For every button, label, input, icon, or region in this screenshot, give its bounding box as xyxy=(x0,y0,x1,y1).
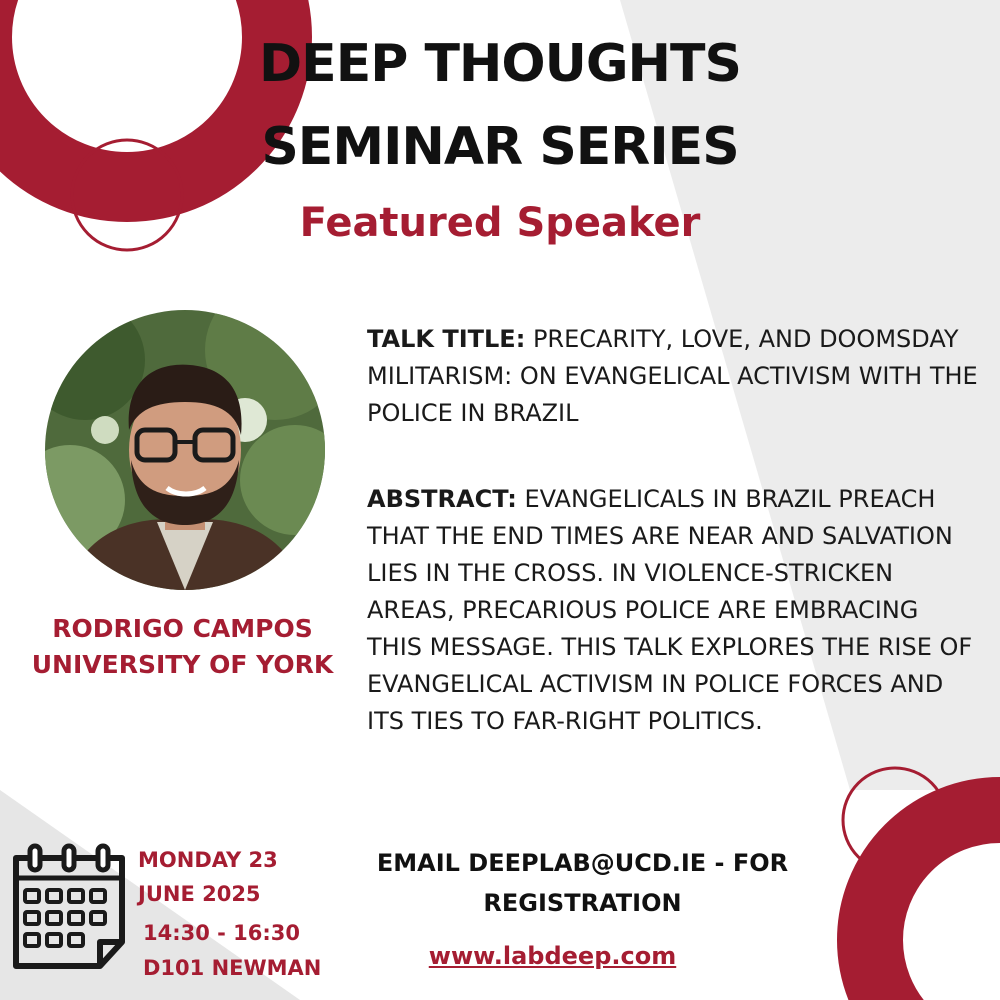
calendar-icon xyxy=(8,842,130,972)
speaker-affiliation: UNIVERSITY OF YORK xyxy=(31,650,334,679)
registration-label: REGISTRATION xyxy=(483,889,682,917)
speaker-name: RODRIGO CAMPOS xyxy=(52,614,313,643)
event-location: D101 NEWMAN xyxy=(143,956,322,980)
registration-email[interactable]: EMAIL DEEPLAB@UCD.IE - FOR xyxy=(376,849,789,877)
title-line-2: SEMINAR SERIES xyxy=(261,117,739,177)
event-date-line-1: MONDAY 23 xyxy=(138,848,278,872)
ring-bottom-right xyxy=(870,810,1000,1000)
website-link[interactable]: www.labdeep.com xyxy=(428,942,677,970)
featured-speaker-subtitle: Featured Speaker xyxy=(299,200,701,246)
talk-title-block xyxy=(367,321,979,432)
title-line-1: DEEP THOUGHTS xyxy=(259,34,741,94)
abstract-text: EVANGELICALS IN BRAZIL PREACH THAT THE END TIMES ARE NEAR AND SALVATION LIES IN THE CROSS. IN VIOLENCE-STRICKEN AREAS, PRECARIOUS POLICE ARE EMBRACING THIS MESSAGE. THIS TALK EXPLORES THE RISE OF EVANGELICAL ACTIVISM IN POLICE FORCES AND ITS TIES TO FAR-RIGHT POLITICS. xyxy=(367,485,973,735)
event-date-line-2: JUNE 2025 xyxy=(138,882,261,906)
abstract-block xyxy=(367,481,979,740)
event-time: 14:30 - 16:30 xyxy=(143,921,301,945)
abstract-label: ABSTRACT: xyxy=(367,485,517,513)
talk-title-label: TALK TITLE: xyxy=(367,325,526,353)
speaker-photo xyxy=(45,310,325,590)
talk-title-text: PRECARITY, LOVE, AND DOOMSDAY MILITARISM: ON EVANGELICAL ACTIVISM WITH THE POLICE IN BRAZIL xyxy=(367,325,978,427)
